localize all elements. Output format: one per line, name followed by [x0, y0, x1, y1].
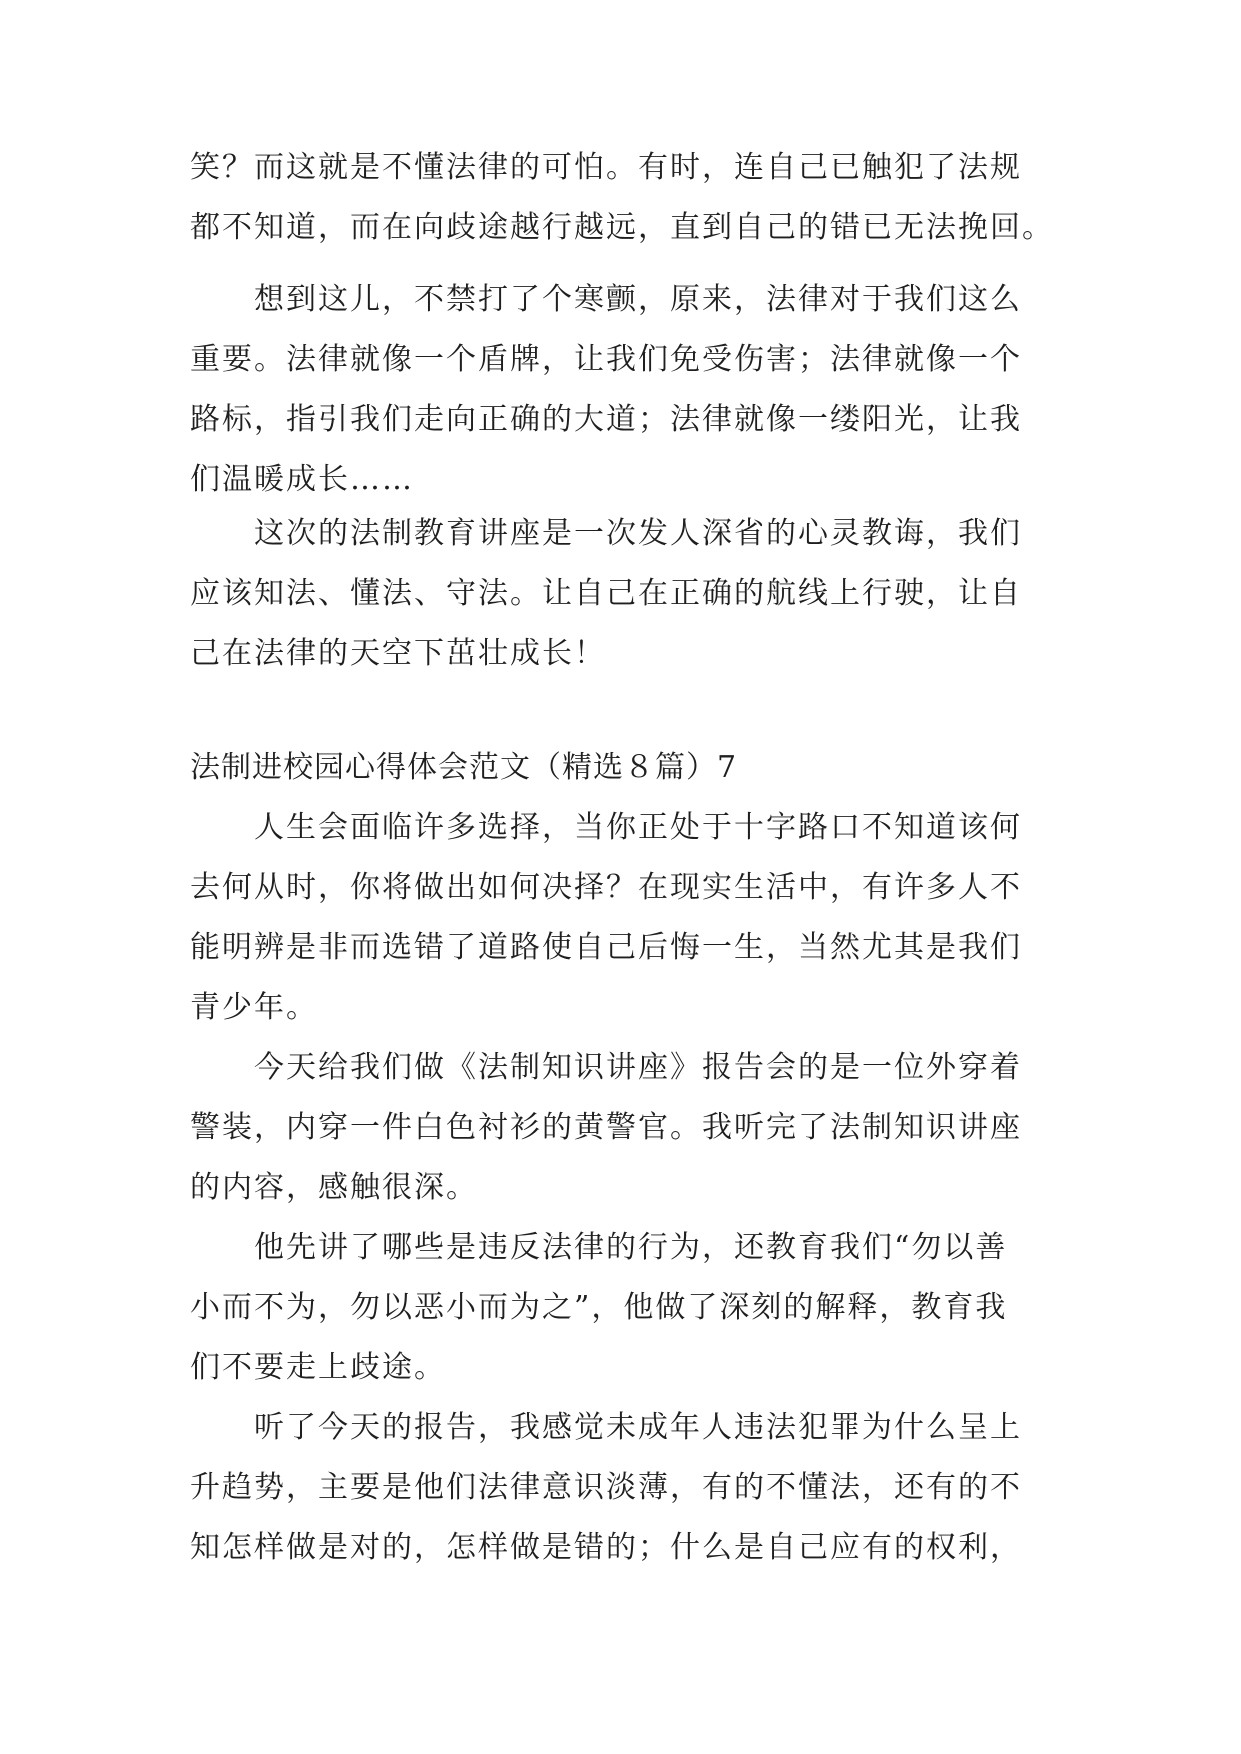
- paragraph-line: 应该知法、懂法、守法。让自己在正确的航线上行驶，让自: [190, 576, 1022, 611]
- paragraph-line: 知怎样做是对的，怎样做是错的；什么是自己应有的权利，: [190, 1530, 1022, 1565]
- paragraph-line: 路标，指引我们走向正确的大道；法律就像一缕阳光，让我: [190, 402, 1022, 437]
- paragraph-line: 重要。法律就像一个盾牌，让我们免受伤害；法律就像一个: [190, 342, 1022, 377]
- paragraph-line: 笑？而这就是不懂法律的可怕。有时，连自己已触犯了法规: [190, 150, 1022, 185]
- paragraph-line: 己在法律的天空下茁壮成长！: [190, 636, 606, 671]
- paragraph-line: 他先讲了哪些是违反法律的行为，还教育我们“勿以善: [190, 1230, 1008, 1265]
- paragraph-line: 青少年。: [190, 990, 318, 1025]
- paragraph-line: 听了今天的报告，我感觉未成年人违法犯罪为什么呈上: [190, 1410, 1022, 1445]
- paragraph-line: 能明辨是非而选错了道路使自己后悔一生，当然尤其是我们: [190, 930, 1022, 965]
- paragraph-line: 的内容，感触很深。: [190, 1170, 478, 1205]
- paragraph-line: 们温暖成长……: [190, 462, 414, 497]
- paragraph-line: 人生会面临许多选择，当你正处于十字路口不知道该何: [190, 810, 1022, 845]
- paragraph-line: 这次的法制教育讲座是一次发人深省的心灵教诲，我们: [190, 516, 1022, 551]
- paragraph-line: 们不要走上歧途。: [190, 1350, 446, 1385]
- paragraph-line: 去何从时，你将做出如何决择？在现实生活中，有许多人不: [190, 870, 1022, 905]
- paragraph-line: 升趋势，主要是他们法律意识淡薄，有的不懂法，还有的不: [190, 1470, 1022, 1505]
- paragraph-line: 小而不为，勿以恶小而为之”，他做了深刻的解释，教育我: [190, 1290, 1008, 1325]
- paragraph-line: 都不知道，而在向歧途越行越远，直到自己的错已无法挽回。: [190, 210, 1054, 245]
- paragraph-line: 警装，内穿一件白色衬衫的黄警官。我听完了法制知识讲座: [190, 1110, 1022, 1145]
- paragraph-line: 今天给我们做《法制知识讲座》报告会的是一位外穿着: [190, 1050, 1022, 1085]
- paragraph-line: 想到这儿，不禁打了个寒颤，原来，法律对于我们这么: [190, 282, 1022, 317]
- section-heading: 法制进校园心得体会范文（精选８篇）7: [190, 750, 738, 785]
